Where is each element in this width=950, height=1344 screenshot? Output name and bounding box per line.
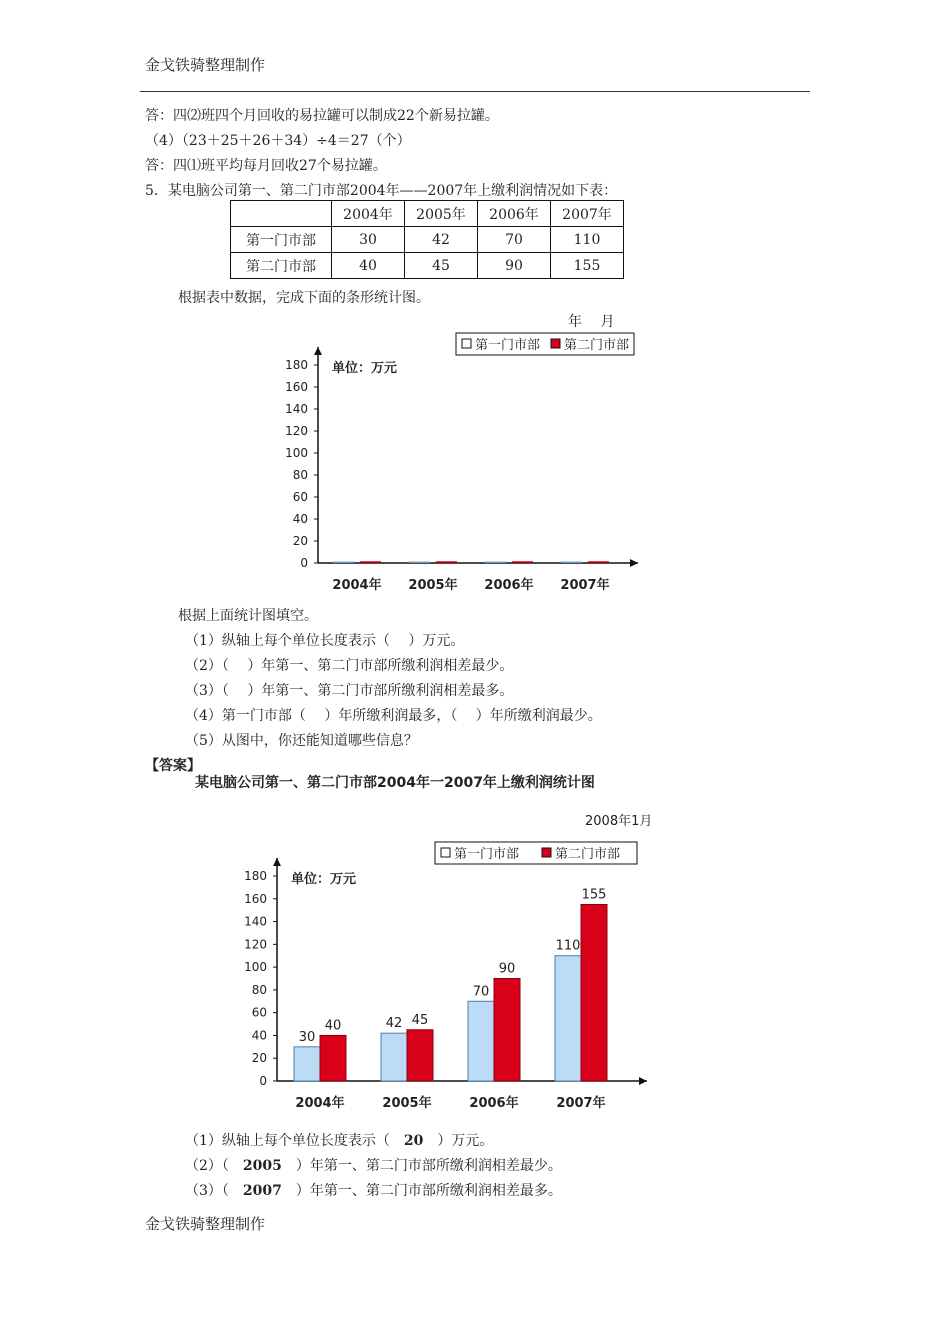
bar <box>407 1030 433 1081</box>
y-tick-label: 180 <box>244 869 267 883</box>
answer-3-line <box>185 1180 562 1200</box>
legend-swatch <box>441 848 450 857</box>
fill-intro: 根据上面统计图填空。 <box>178 608 318 624</box>
answer-3-suffix: ）年第一、第二门市部所缴利润相差最多。 <box>295 1183 562 1199</box>
y-tick-label: 0 <box>259 1074 267 1088</box>
legend-swatch <box>551 339 560 348</box>
legend-swatch <box>462 339 471 348</box>
answer-label: 【答案】 <box>145 758 201 774</box>
answer-1-line <box>185 1130 493 1150</box>
answer-1-suffix: ）万元。 <box>437 1133 494 1149</box>
y-tick-label: 140 <box>285 402 308 416</box>
answer-q3-line: 答：四⑵班四个月回收的易拉罐可以制成22个新易拉罐。 <box>145 108 499 124</box>
y-tick-label: 160 <box>285 380 308 394</box>
y-tick-label: 80 <box>251 982 267 997</box>
table-row-label: 第一门市部 <box>231 227 332 253</box>
data-label: 42 <box>385 1016 403 1032</box>
table-cell: 155 <box>551 253 624 279</box>
table-cell: 90 <box>478 253 551 279</box>
table-cell: 40 <box>332 253 405 279</box>
table-cell: 30 <box>332 227 405 253</box>
data-label: 110 <box>555 938 581 954</box>
unit-label: 单位：万元 <box>291 872 357 887</box>
data-label: 30 <box>298 1029 316 1045</box>
header-rule <box>140 91 810 92</box>
legend-swatch <box>542 848 551 857</box>
answer-2-line <box>185 1155 562 1175</box>
y-tick-label: 20 <box>251 1051 267 1066</box>
x-tick-label: 2005年 <box>382 1096 432 1111</box>
chart-instruction: 根据表中数据，完成下面的条形统计图。 <box>178 290 430 306</box>
answer-3-value: 2007 <box>242 1183 282 1199</box>
table-header-row <box>231 201 624 227</box>
answer-2-suffix: ）年第一、第二门市部所缴利润相差最少。 <box>295 1158 562 1174</box>
table-header-cell: 2006年 <box>478 201 551 227</box>
data-label: 155 <box>581 887 607 903</box>
question-4-calc: （4）（23＋25＋26＋34）÷4＝27（个） <box>145 133 411 149</box>
y-tick-label: 60 <box>292 490 308 504</box>
y-tick-label: 0 <box>300 556 308 570</box>
table-cell: 110 <box>551 227 624 253</box>
y-tick-label: 20 <box>292 534 308 548</box>
y-tick-label: 120 <box>285 424 308 438</box>
answer-chart-title: 某电脑公司第一、第二门市部2004年一2007年上缴利润统计图 <box>195 775 595 791</box>
x-tick-label: 2004年 <box>332 578 382 593</box>
date-blank: 年 月 <box>568 314 615 330</box>
legend-label: 第二门市部 <box>564 338 630 353</box>
bar <box>494 979 520 1082</box>
answer-1-value: 20 <box>403 1133 424 1149</box>
sub-question-1: （1）纵轴上每个单位长度表示（ ）万元。 <box>185 633 465 649</box>
answer-2-prefix: （2）（ <box>185 1158 229 1174</box>
table-header-cell: 2004年 <box>332 201 405 227</box>
answer-2-value: 2005 <box>242 1158 282 1174</box>
legend-label: 第一门市部 <box>454 847 520 862</box>
bar <box>468 1001 494 1081</box>
legend-label: 第二门市部 <box>555 847 621 862</box>
answer-bar-chart <box>225 838 665 1118</box>
sub-question-5: （5）从图中，你还能知道哪些信息？ <box>185 733 418 749</box>
sub-question-3: （3）（ ）年第一、第二门市部所缴利润相差最多。 <box>185 683 514 699</box>
x-tick-label: 2005年 <box>408 578 458 593</box>
sub-question-2: （2）（ ）年第一、第二门市部所缴利润相差最少。 <box>185 658 514 674</box>
table-cell: 70 <box>478 227 551 253</box>
answer-3-prefix: （3）（ <box>185 1183 229 1199</box>
sub-question-4: （4）第一门市部（ ）年所缴利润最多，（ ）年所缴利润最少。 <box>185 708 602 724</box>
y-tick-label: 140 <box>244 914 267 929</box>
y-tick-label: 100 <box>244 960 267 975</box>
unit-label: 单位：万元 <box>332 361 398 376</box>
y-tick-label: 80 <box>292 468 308 482</box>
page-header: 金戈铁骑整理制作 <box>145 56 266 74</box>
y-tick-label: 180 <box>285 358 308 372</box>
y-tick-label: 160 <box>244 891 267 906</box>
bar <box>381 1033 407 1081</box>
question-5-prompt: 5．某电脑公司第一、第二门市部2004年——2007年上缴利润情况如下表： <box>145 183 618 199</box>
data-label: 45 <box>411 1012 429 1028</box>
table-header-cell: 2005年 <box>405 201 478 227</box>
x-tick-label: 2006年 <box>469 1096 519 1111</box>
x-tick-label: 2004年 <box>295 1096 345 1111</box>
bar <box>294 1047 320 1081</box>
empty-bar-chart <box>270 325 650 600</box>
page-footer: 金戈铁骑整理制作 <box>145 1215 266 1233</box>
answer-1-prefix: （1）纵轴上每个单位长度表示（ <box>185 1133 390 1149</box>
x-tick-label: 2007年 <box>560 578 610 593</box>
bar <box>555 956 581 1081</box>
y-axis-arrow <box>273 858 281 866</box>
table-row-label: 第二门市部 <box>231 253 332 279</box>
y-tick-label: 40 <box>251 1028 267 1043</box>
y-tick-label: 120 <box>244 937 267 952</box>
x-axis-arrow <box>630 559 638 567</box>
x-axis-arrow <box>639 1077 647 1085</box>
table-row <box>231 227 624 253</box>
answer-chart-date: 2008年1月 <box>585 814 653 829</box>
bar <box>320 1035 346 1081</box>
profit-table <box>230 200 624 279</box>
legend-label: 第一门市部 <box>475 338 541 353</box>
table-cell: 42 <box>405 227 478 253</box>
x-tick-label: 2007年 <box>556 1096 606 1111</box>
table-row <box>231 253 624 279</box>
y-axis-arrow <box>314 347 322 355</box>
x-tick-label: 2006年 <box>484 578 534 593</box>
y-tick-label: 60 <box>251 1005 267 1020</box>
y-tick-label: 40 <box>292 512 308 526</box>
table-cell: 45 <box>405 253 478 279</box>
data-label: 40 <box>324 1018 342 1034</box>
bar <box>581 904 607 1081</box>
y-tick-label: 100 <box>285 446 308 460</box>
answer-q4-line: 答：四⑴班平均每月回收27个易拉罐。 <box>145 158 387 174</box>
data-label: 90 <box>498 961 516 977</box>
table-header-cell <box>231 201 332 227</box>
data-label: 70 <box>472 984 490 1000</box>
table-header-cell: 2007年 <box>551 201 624 227</box>
